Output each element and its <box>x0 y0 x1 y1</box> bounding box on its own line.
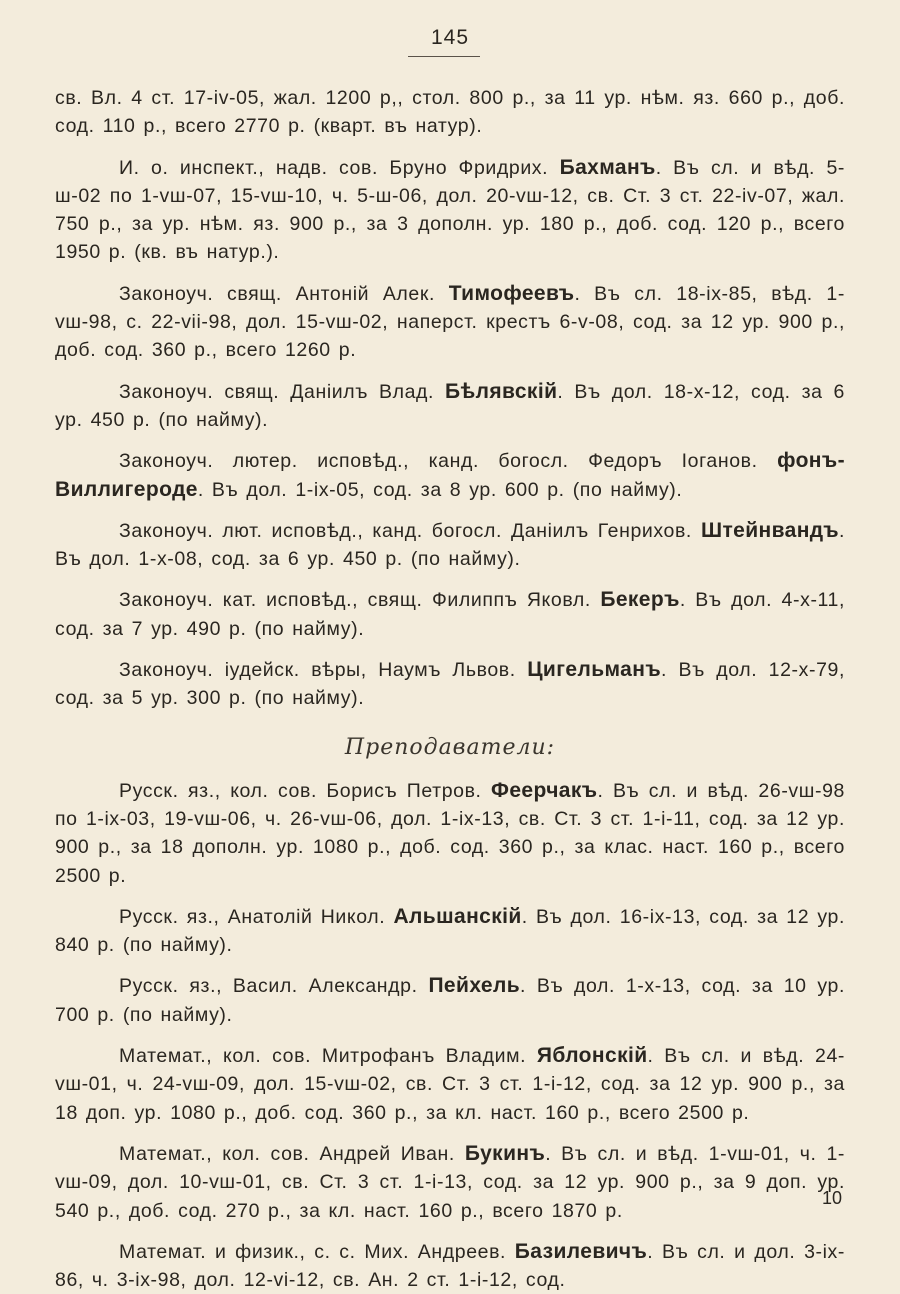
staff-entry <box>55 447 845 504</box>
staff-entry <box>55 777 845 890</box>
staff-entries-top <box>55 84 845 713</box>
staff-entries-teachers <box>55 777 845 1294</box>
entry-title: Русск. яз., Анатолій Никол. <box>119 905 386 928</box>
staff-entry <box>55 1140 845 1225</box>
signature-mark: 10 <box>821 1188 842 1208</box>
entry-title: Математ. и физик., с. с. Мих. Андреев. <box>119 1240 507 1263</box>
entry-title: И. о. инспект., надв. сов. Бруно Фридрих. <box>119 156 549 179</box>
entry-title: Законоуч. лютер. исповѣд., канд. богосл. Федоръ Iоганов. <box>119 450 758 473</box>
staff-entry <box>55 586 845 643</box>
entry-details: . Въ сл. и дол. 3-ix-86, ч. 3-ix-98, дол. 12-vi-12, св. Ан. 2 ст. 1-i-12, сод. <box>55 1240 845 1292</box>
entry-title: Законоуч. свящ. Антонiй Алек. <box>119 282 436 305</box>
entry-surname: Бѣлявскій <box>445 379 558 403</box>
entry-surname: Цигельманъ <box>527 658 662 682</box>
entry-surname: Штейнвандъ <box>700 518 839 542</box>
entry-title: Законоуч. лют. исповѣд., канд. богосл. Даніилъ Генрихов. <box>119 519 692 542</box>
entry-title: Законоуч. свящ. Даніилъ Влад. <box>119 380 435 403</box>
entry-details: . Въ дол. 1-x-13, сод. за 10 ур. 700 р. (по найму). <box>55 975 846 1026</box>
entry-title: Русск. яз., Васил. Александр. <box>119 975 418 998</box>
entry-title: Математ., кол. сов. Андрей Иван. <box>119 1142 455 1165</box>
entry-details: . Въ дол. 12-x-79, сод. за 5 ур. 300 р. (по найму). <box>55 659 846 710</box>
entry-details: . Въ сл. и вѣд. 5-ш-02 по 1-vш-07, 15-vш-10, ч. 5-ш-06, дол. 20-vш-12, св. Ст. 3 ст. 22-iv-07, жал. 750 р., за ур. нѣм. яз. 900 р., за 3 дополн. ур. 180 р., доб. сод. 120 р., всего 1950 р. (кв. въ натур.). <box>55 156 845 264</box>
entry-surname: Букинъ <box>464 1141 546 1165</box>
entry-details: . Въ дол. 16-ix-13, сод. за 12 ур. 840 р. (по найму). <box>55 905 845 957</box>
entry-surname: Бахманъ <box>559 155 656 179</box>
entry-details: . Въ сл. и вѣд. 1-vш-01, ч. 1-vш-09, дол. 10-vш-01, св. Ст. 3 ст. 1-i-13, сод. за 12 ур. 900 р., за 9 доп. ур. 540 р., доб. сод. 270 р., за кл. наст. 160 р., всего 1870 р. <box>55 1142 845 1222</box>
entry-title: Законоуч. кат. исповѣд., свящ. Филиппъ Яковл. <box>119 589 591 612</box>
staff-entry <box>55 517 845 574</box>
entry-surname: Феерчакъ <box>491 778 598 802</box>
staff-entry <box>55 378 845 435</box>
page-content <box>55 84 845 1294</box>
staff-entry <box>55 1042 845 1127</box>
staff-entry <box>55 154 845 267</box>
entry-surname: Яблонскій <box>536 1044 648 1068</box>
entry-details: . Въ дол. 18-x-12, сод. за 6 ур. 450 р. (по найму). <box>55 380 846 431</box>
section-heading: Преподаватели: <box>344 734 556 760</box>
entry-details: . Въ дол. 1-x-08, сод. за 6 ур. 450 р. (по найму). <box>55 519 845 571</box>
entry-details: . Въ сл. и вѣд. 26-vш-98 по 1-ix-03, 19-vш-06, ч. 26-vш-06, дол. 1-ix-13, св. Ст. 3 ст. 1-i-11, сод. за 12 ур. 900 р., за 18 дополн. ур. 1080 р., доб. сод. 360 р., за клас. наст. 160 р., всего 2500 р. <box>55 779 845 887</box>
entry-details: . Въ дол. 4-x-11, сод. за 7 ур. 490 р. (по найму). <box>55 589 845 640</box>
entry-details: . Въ дол. 1-ix-05, сод. за 8 ур. 600 р. (по найму). <box>197 478 683 501</box>
entry-title: Законоуч. iудейск. вѣры, Наумъ Львов. <box>119 659 516 682</box>
entry-text: св. Вл. 4 ст. 17-iv-05, жал. 1200 р,, стол. 800 р., за 11 ур. нѣм. яз. 660 р., доб. сод. 110 р., всего 2770 р. (кварт. въ натур). <box>55 87 845 138</box>
entry-details: . Въ сл. и вѣд. 24-vш-01, ч. 24-vш-09, дол. 15-vш-02, св. Ст. 3 ст. 1-i-12, сод. за 12 ур. 900 р., за 18 доп. ур. 1080 р., доб. сод. 360 р., за кл. наст. 160 р., всего 2500 р. <box>55 1045 845 1124</box>
entry-surname: Базилевичъ <box>514 1239 648 1263</box>
staff-entry <box>55 84 845 141</box>
entry-title: Русск. яз., кол. сов. Борисъ Петров. <box>119 779 482 802</box>
entry-surname: фонъ-Виллигероде <box>55 449 845 501</box>
entry-surname: Тимофеевъ <box>448 281 575 305</box>
entry-surname: Пейхель <box>428 974 521 998</box>
staff-entry <box>55 280 845 365</box>
staff-entry <box>55 903 845 960</box>
entry-details: . Въ сл. 18-ix-85, вѣд. 1-vш-98, с. 22-vii-98, дол. 15-vш-02, наперст. крестъ 6-v-08, сод. за 12 ур. 900 р., доб. сод. 360 р., всего 1260 р. <box>55 282 845 362</box>
staff-entry <box>55 1238 845 1294</box>
staff-entry <box>55 656 845 713</box>
entry-title: Математ., кол. сов. Митрофанъ Владим. <box>119 1045 527 1068</box>
page-number-rule <box>408 56 480 57</box>
page-number: 145 <box>430 26 470 49</box>
staff-entry <box>55 972 845 1029</box>
entry-surname: Альшанскій <box>393 904 522 928</box>
entry-surname: Бекеръ <box>600 588 680 612</box>
